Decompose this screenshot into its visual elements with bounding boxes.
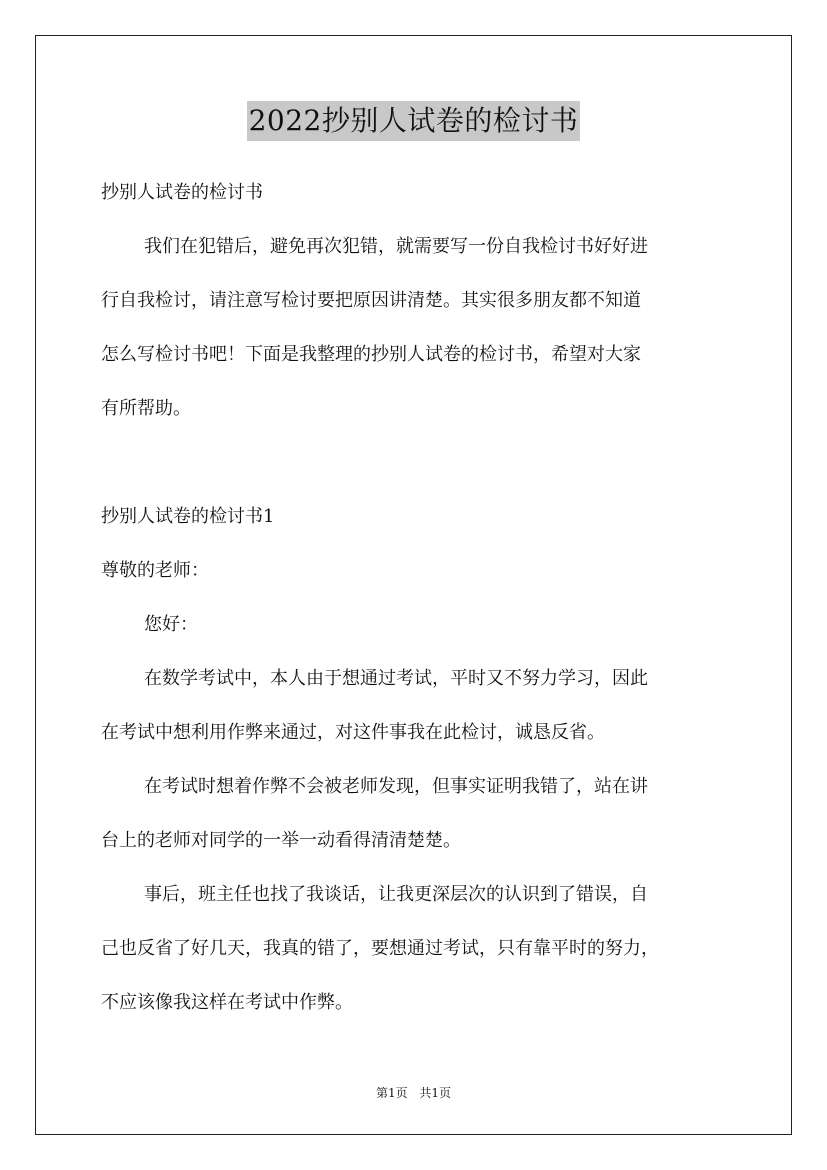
section-heading: 抄别人试卷的检讨书1 bbox=[101, 506, 275, 527]
paragraph-line: 在考试中想利用作弊来通过，对这件事我在此检讨，诚恳反省。 bbox=[101, 722, 605, 743]
paragraph-line: 在数学考试中，本人由于想通过考试，平时又不努力学习，因此 bbox=[144, 668, 648, 689]
subtitle: 抄别人试卷的检讨书 bbox=[101, 182, 263, 203]
intro-line: 我们在犯错后，避免再次犯错，就需要写一份自我检讨书好好进 bbox=[144, 236, 648, 257]
page-count: 共1页 bbox=[419, 1086, 452, 1100]
page-number: 第1页 bbox=[375, 1086, 408, 1100]
intro-line: 怎么写检讨书吧！下面是我整理的抄别人试卷的检讨书，希望对大家 bbox=[101, 344, 641, 365]
paragraph-line: 己也反省了好几天，我真的错了，要想通过考试，只有靠平时的努力， bbox=[101, 938, 659, 959]
paragraph-line: 不应该像我这样在考试中作弊。 bbox=[101, 992, 353, 1013]
greeting: 您好： bbox=[144, 614, 198, 635]
salutation: 尊敬的老师： bbox=[101, 560, 209, 581]
intro-line: 行自我检讨，请注意写检讨要把原因讲清楚。其实很多朋友都不知道 bbox=[101, 290, 641, 311]
paragraph-line: 在考试时想着作弊不会被老师发现，但事实证明我错了，站在讲 bbox=[144, 776, 648, 797]
page-footer bbox=[0, 1085, 827, 1101]
paragraph-line: 事后，班主任也找了我谈话，让我更深层次的认识到了错误，自 bbox=[144, 884, 648, 905]
title-container bbox=[0, 101, 827, 141]
document-title: 2022抄别人试卷的检讨书 bbox=[247, 101, 581, 141]
paragraph-line: 台上的老师对同学的一举一动看得清清楚楚。 bbox=[101, 830, 461, 851]
intro-line: 有所帮助。 bbox=[101, 398, 191, 419]
